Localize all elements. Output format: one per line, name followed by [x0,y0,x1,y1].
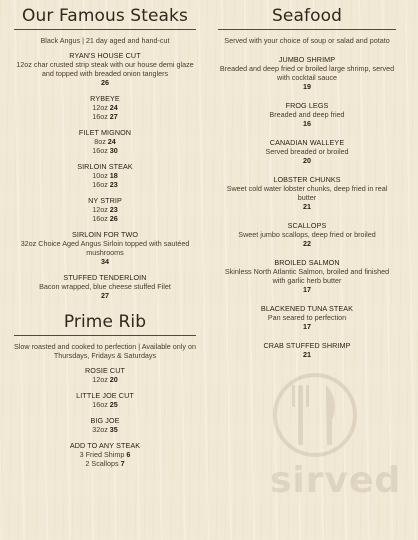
item-option: 8oz 24 [94,137,116,146]
item-name: SCALLOPS [287,221,327,230]
item-price: 22 [303,239,311,248]
prime-rib-divider [14,335,196,336]
item-name: LITTLE JOE CUT [76,391,134,400]
watermark-text: sirved [270,460,402,501]
item-option: 10oz 18 [92,171,118,180]
menu-item [14,273,196,300]
item-option: 16oz 25 [92,400,118,409]
item-description: Served breaded or broiled [265,147,349,156]
item-name: SIRLOIN STEAK [77,162,133,171]
item-option: 2 Scallops 7 [85,459,125,468]
item-option: 12oz 20 [92,375,118,384]
item-option: 12oz 24 [92,103,118,112]
seafood-subtitle: Served with your choice of soup or salad and potato [224,36,390,45]
item-name: FROG LEGS [285,101,329,110]
menu-item [14,196,196,223]
item-name: NY STRIP [88,196,122,205]
left-column [14,6,196,475]
item-description: Breaded and deep fried or broiled large shrimp, served with cocktail sauce [219,64,395,82]
item-option: 16oz 27 [92,112,118,121]
item-price: 16 [303,119,311,128]
menu-item [14,366,196,384]
menu-item [14,94,196,121]
menu-item [218,304,396,331]
item-price: 27 [101,291,109,300]
item-option: 32oz 35 [92,425,118,434]
item-price: 26 [101,78,109,87]
menu-item [218,221,396,248]
item-name: JUMBO SHRIMP [278,55,336,64]
menu-item [218,258,396,294]
item-name: CRAB STUFFED SHRIMP [263,341,351,350]
menu-item [14,416,196,434]
item-name: STUFFED TENDERLOIN [63,273,147,282]
menu-item [218,175,396,211]
item-description: Bacon wrapped, blue cheese stuffed Filet [39,282,171,291]
menu-item [14,441,196,468]
prime-rib-section [14,312,196,468]
item-price: 21 [303,202,311,211]
steaks-subtitle: Black Angus | 21 day aged and hand-cut [40,36,170,45]
menu-item [14,230,196,266]
item-price: 17 [303,285,311,294]
item-option: 16oz 30 [92,146,118,155]
menu-item [218,341,396,359]
right-column [218,6,396,366]
item-name: BLACKENED TUNA STEAK [260,304,354,313]
menu-item [218,101,396,128]
fork-knife-icon [230,360,400,470]
item-option: 16oz 23 [92,180,118,189]
menu-item [218,55,396,91]
menu-item [218,138,396,165]
item-price: 34 [101,257,109,266]
item-name: RYBEYE [90,94,120,103]
steaks-divider [14,29,196,30]
item-price: 19 [303,82,311,91]
item-description: Skinless North Atlantic Salmon, broiled and finished with garlic herb butter [224,267,390,285]
item-description: Pan seared to perfection [267,313,347,322]
steaks-heading: Our Famous Steaks [22,6,188,26]
item-name: ADD TO ANY STEAK [69,441,141,450]
item-option: 3 Fried Shimp 6 [79,450,131,459]
item-description: Sweet jumbo scallops, deep fried or broiled [238,230,376,239]
item-name: SIRLOIN FOR TWO [71,230,139,239]
item-description: Breaded and deep fried [269,110,345,119]
prime-rib-subtitle: Slow roasted and cooked to perfection | Available only on Thursdays, Fridays & Saturdays [14,342,196,360]
sirved-watermark [230,360,400,510]
item-name: CANADIAN WALLEYE [269,138,345,147]
seafood-divider [218,29,396,30]
menu-item [14,128,196,155]
seafood-heading: Seafood [272,6,342,26]
prime-rib-heading: Prime Rib [63,312,147,332]
item-name: LOBSTER CHUNKS [273,175,341,184]
item-price: 21 [303,350,311,359]
item-description: 32oz Choice Aged Angus Sirloin topped with sautéed mushrooms [20,239,190,257]
item-name: FILET MIGNON [78,128,132,137]
menu-item [14,162,196,189]
item-name: RYAN'S HOUSE CUT [69,51,141,60]
item-option: 16oz 26 [92,214,118,223]
item-price: 20 [303,156,311,165]
item-description: Sweet cold water lobster chunks, deep fried in real butter [226,184,388,202]
menu-item [14,51,196,87]
item-price: 17 [303,322,311,331]
item-name: BIG JOE [90,416,120,425]
menu-item [14,391,196,409]
item-description: 12oz char crusted strip steak with our house demi glaze and topped with breaded onion tanglers [16,60,194,78]
item-option: 12oz 23 [92,205,118,214]
item-name: ROSIE CUT [84,366,126,375]
item-name: BROILED SALMON [274,258,340,267]
